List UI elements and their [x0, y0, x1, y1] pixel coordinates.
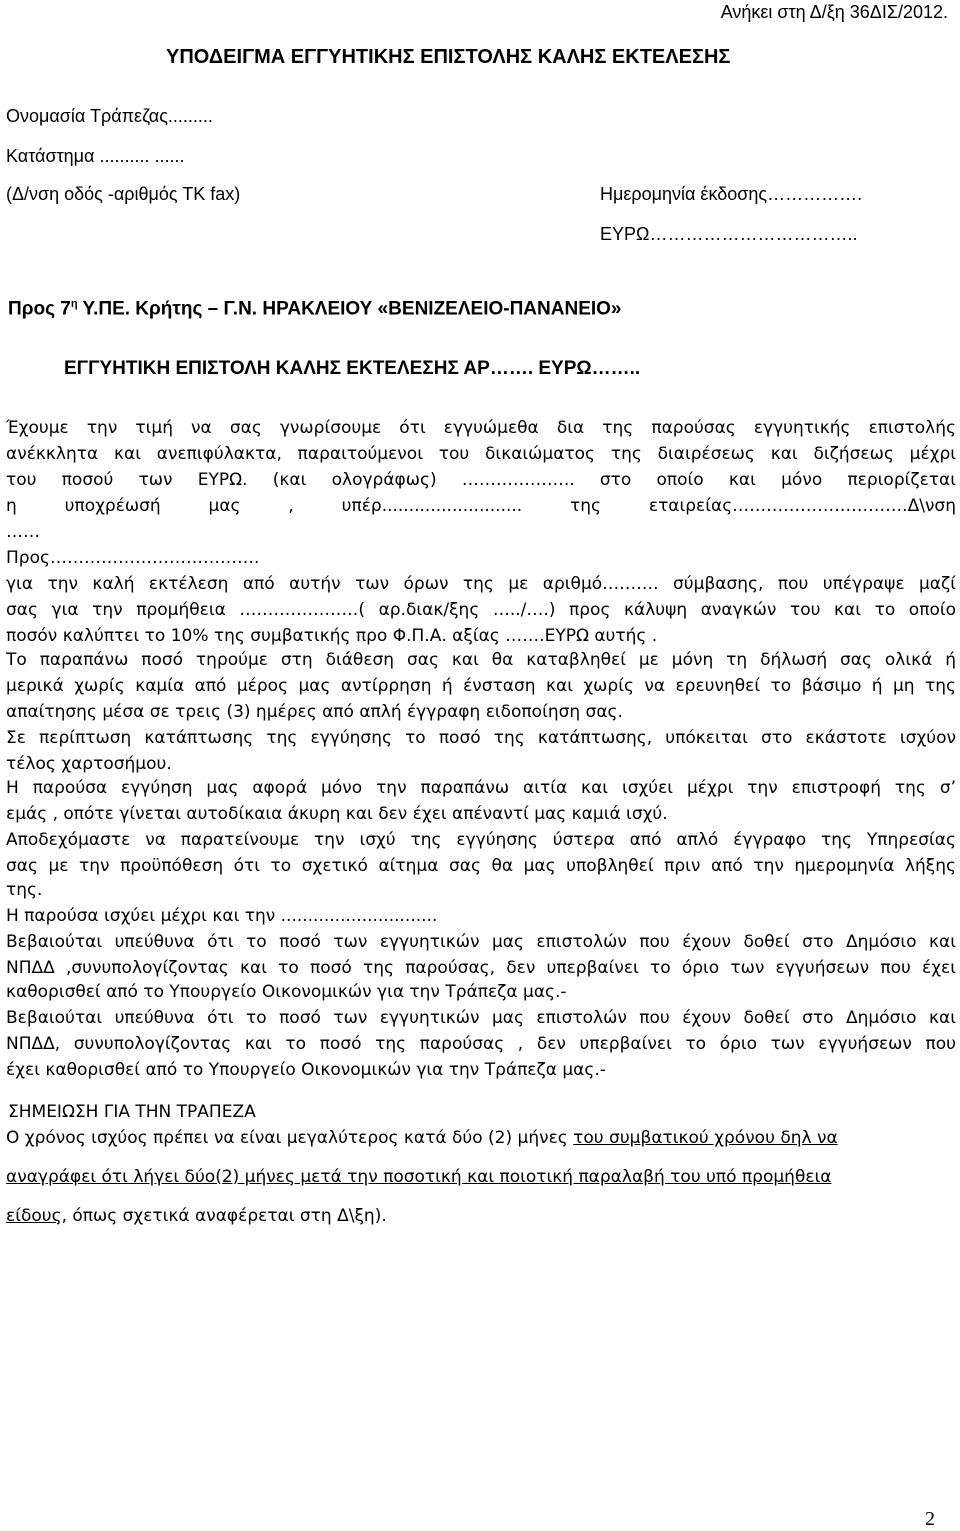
body-line: σας με την προϋπόθεση ότι το σχετικό αίτημα σας θα μας υποβληθεί πριν από την ημερομηνία λήξης	[6, 856, 956, 876]
body-line: μερικά χωρίς καμία από μέρος μας αντίρρηση ή ένσταση και χωρίς να ερευνηθεί το βάσιμο ή μη της	[6, 676, 956, 696]
page-number: 2	[925, 1508, 935, 1530]
body-line: της.	[6, 880, 43, 900]
body-line: η υποχρέωσή μας , υπέρ.......................... της εταιρείας………………………….Δ\νση	[6, 496, 956, 516]
bank-note-line-3: είδους, όπως σχετικά αναφέρεται στη Δ\ξη).	[6, 1206, 387, 1226]
bank-note-heading: ΣΗΜΕΙΩΣΗ ΓΙΑ ΤΗΝ ΤΡΑΠΕΖΑ	[8, 1102, 256, 1122]
body-line: εμάς , οπότε γίνεται αυτοδίκαια άκυρη και δεν έχει απέναντί μας καμιά ισχύ.	[6, 804, 668, 824]
body-line: σας για την προμήθεια …………………( αρ.διακ/ξης …../….) προς κάλυψη αναγκών του και το οποίο	[6, 600, 956, 620]
body-line: Βεβαιούται υπεύθυνα ότι το ποσό των εγγυητικών μας επιστολών που έχουν δοθεί στο Δημόσιο και	[6, 932, 956, 952]
body-line: ……	[6, 522, 40, 542]
body-line: Βεβαιούται υπεύθυνα ότι το ποσό των εγγυητικών μας επιστολών που έχουν δοθεί στο Δημόσιο και	[6, 1008, 956, 1028]
bank-address: (Δ/νση οδός -αριθμός ΤΚ fax)	[6, 184, 241, 204]
body-line: Η παρούσα ισχύει μέχρι και την .............................	[6, 906, 438, 926]
body-line: του ποσού των ΕΥΡΩ. (και ολογράφως) ……………….. στο οποίο και μόνο περιορίζεται	[6, 470, 956, 490]
body-line: Αποδεχόμαστε να παρατείνουμε την ισχύ της εγγύησης ύστερα από απλό έγγραφο της Υπηρεσίας	[6, 830, 956, 850]
amount-euro: ΕΥΡΩ……………………………..	[600, 224, 858, 244]
issue-date: Ημερομηνία έκδοσης…………….	[600, 184, 863, 204]
body-line: ποσόν καλύπτει το 10% της συμβατικής προ Φ.Π.Α. αξίας …….ΕΥΡΩ αυτής .	[6, 626, 658, 646]
body-line: έχει καθορισθεί από το Υπουργείο Οικονομικών για την Τράπεζα μας.-	[6, 1060, 606, 1080]
document-reference: Ανήκει στη Δ/ξη 36ΔΙΣ/2012.	[720, 2, 948, 22]
body-line: καθορισθεί από το Υπουργείο Οικονομικών για την Τράπεζα μας.-	[6, 982, 567, 1002]
body-line: Σε περίπτωση κατάπτωσης της εγγύησης το ποσό της κατάπτωσης, υπόκειται στο εκάστοτε ισχύον	[6, 728, 956, 748]
body-line: τέλος χαρτοσήμου.	[6, 754, 172, 774]
document-title: ΥΠΟΔΕΙΓΜΑ ΕΓΓΥΗΤΙΚΗΣ ΕΠΙΣΤΟΛΗΣ ΚΑΛΗΣ ΕΚΤΕΛΕΣΗΣ	[166, 46, 731, 68]
bank-note-line-1: Ο χρόνος ισχύος πρέπει να είναι μεγαλύτερος κατά δύο (2) μήνες του συμβατικού χρόνου δηλ να	[6, 1128, 838, 1148]
body-line: απαίτησης μέσα σε τρεις (3) ημέρες από απλή έγγραφη ειδοποίηση σας.	[6, 702, 623, 722]
body-line: ΝΠΔΔ ,συνυπολογίζοντας και το ποσό της παρούσας, δεν υπερβαίνει το όριο των εγγυήσεων που έχει	[6, 958, 956, 978]
body-line: Προς……………………………….	[6, 548, 260, 568]
body-line: Έχουμε την τιμή να σας γνωρίσουμε ότι εγγυώμεθα δια της παρούσας εγγυητικής επιστολής	[6, 418, 956, 438]
bank-branch: Κατάστημα .......... ......	[6, 146, 185, 166]
body-line: ανέκκλητα και ανεπιφύλακτα, παραιτούμενοι του δικαιώματος της διαιρέσεως και διζήσεως μέχρι	[6, 444, 956, 464]
body-line: για την καλή εκτέλεση από αυτήν των όρων της με αριθμό………. σύμβασης, που υπέγραψε μαζί	[6, 574, 956, 594]
body-line: Η παρούσα εγγύηση μας αφορά μόνο την παραπάνω αιτία και ισχύει μέχρι την επιστροφή της σ’	[6, 778, 956, 798]
body-line: ΝΠΔΔ, συνυπολογίζοντας και το ποσό της παρούσας , δεν υπερβαίνει το όριο των εγγυήσεων που	[6, 1034, 956, 1054]
bank-name: Ονομασία Τράπεζας.........	[6, 106, 213, 126]
bank-note-line-2: αναγράφει ότι λήγει δύο(2) μήνες μετά την ποσοτική και ποιοτική παραλαβή του υπό προμήθεια	[6, 1167, 832, 1187]
recipient: Προς $7^\eta$ Υ.ΠΕ. Κρήτης – Γ.Ν. ΗΡΑΚΛΕΙΟΥ «ΒΕΝΙΖΕΛΕΙΟ-ΠΑΝΑΝΕΙΟ»	[8, 298, 622, 320]
letter-subject: ΕΓΓΥΗΤΙΚΗ ΕΠΙΣΤΟΛΗ ΚΑΛΗΣ ΕΚΤΕΛΕΣΗΣ ΑΡ……. ΕΥΡΩ……..	[64, 358, 641, 379]
body-line: Το παραπάνω ποσό τηρούμε στη διάθεση σας και θα καταβληθεί με μόνη τη δήλωσή σας ολικά ή	[6, 650, 956, 670]
